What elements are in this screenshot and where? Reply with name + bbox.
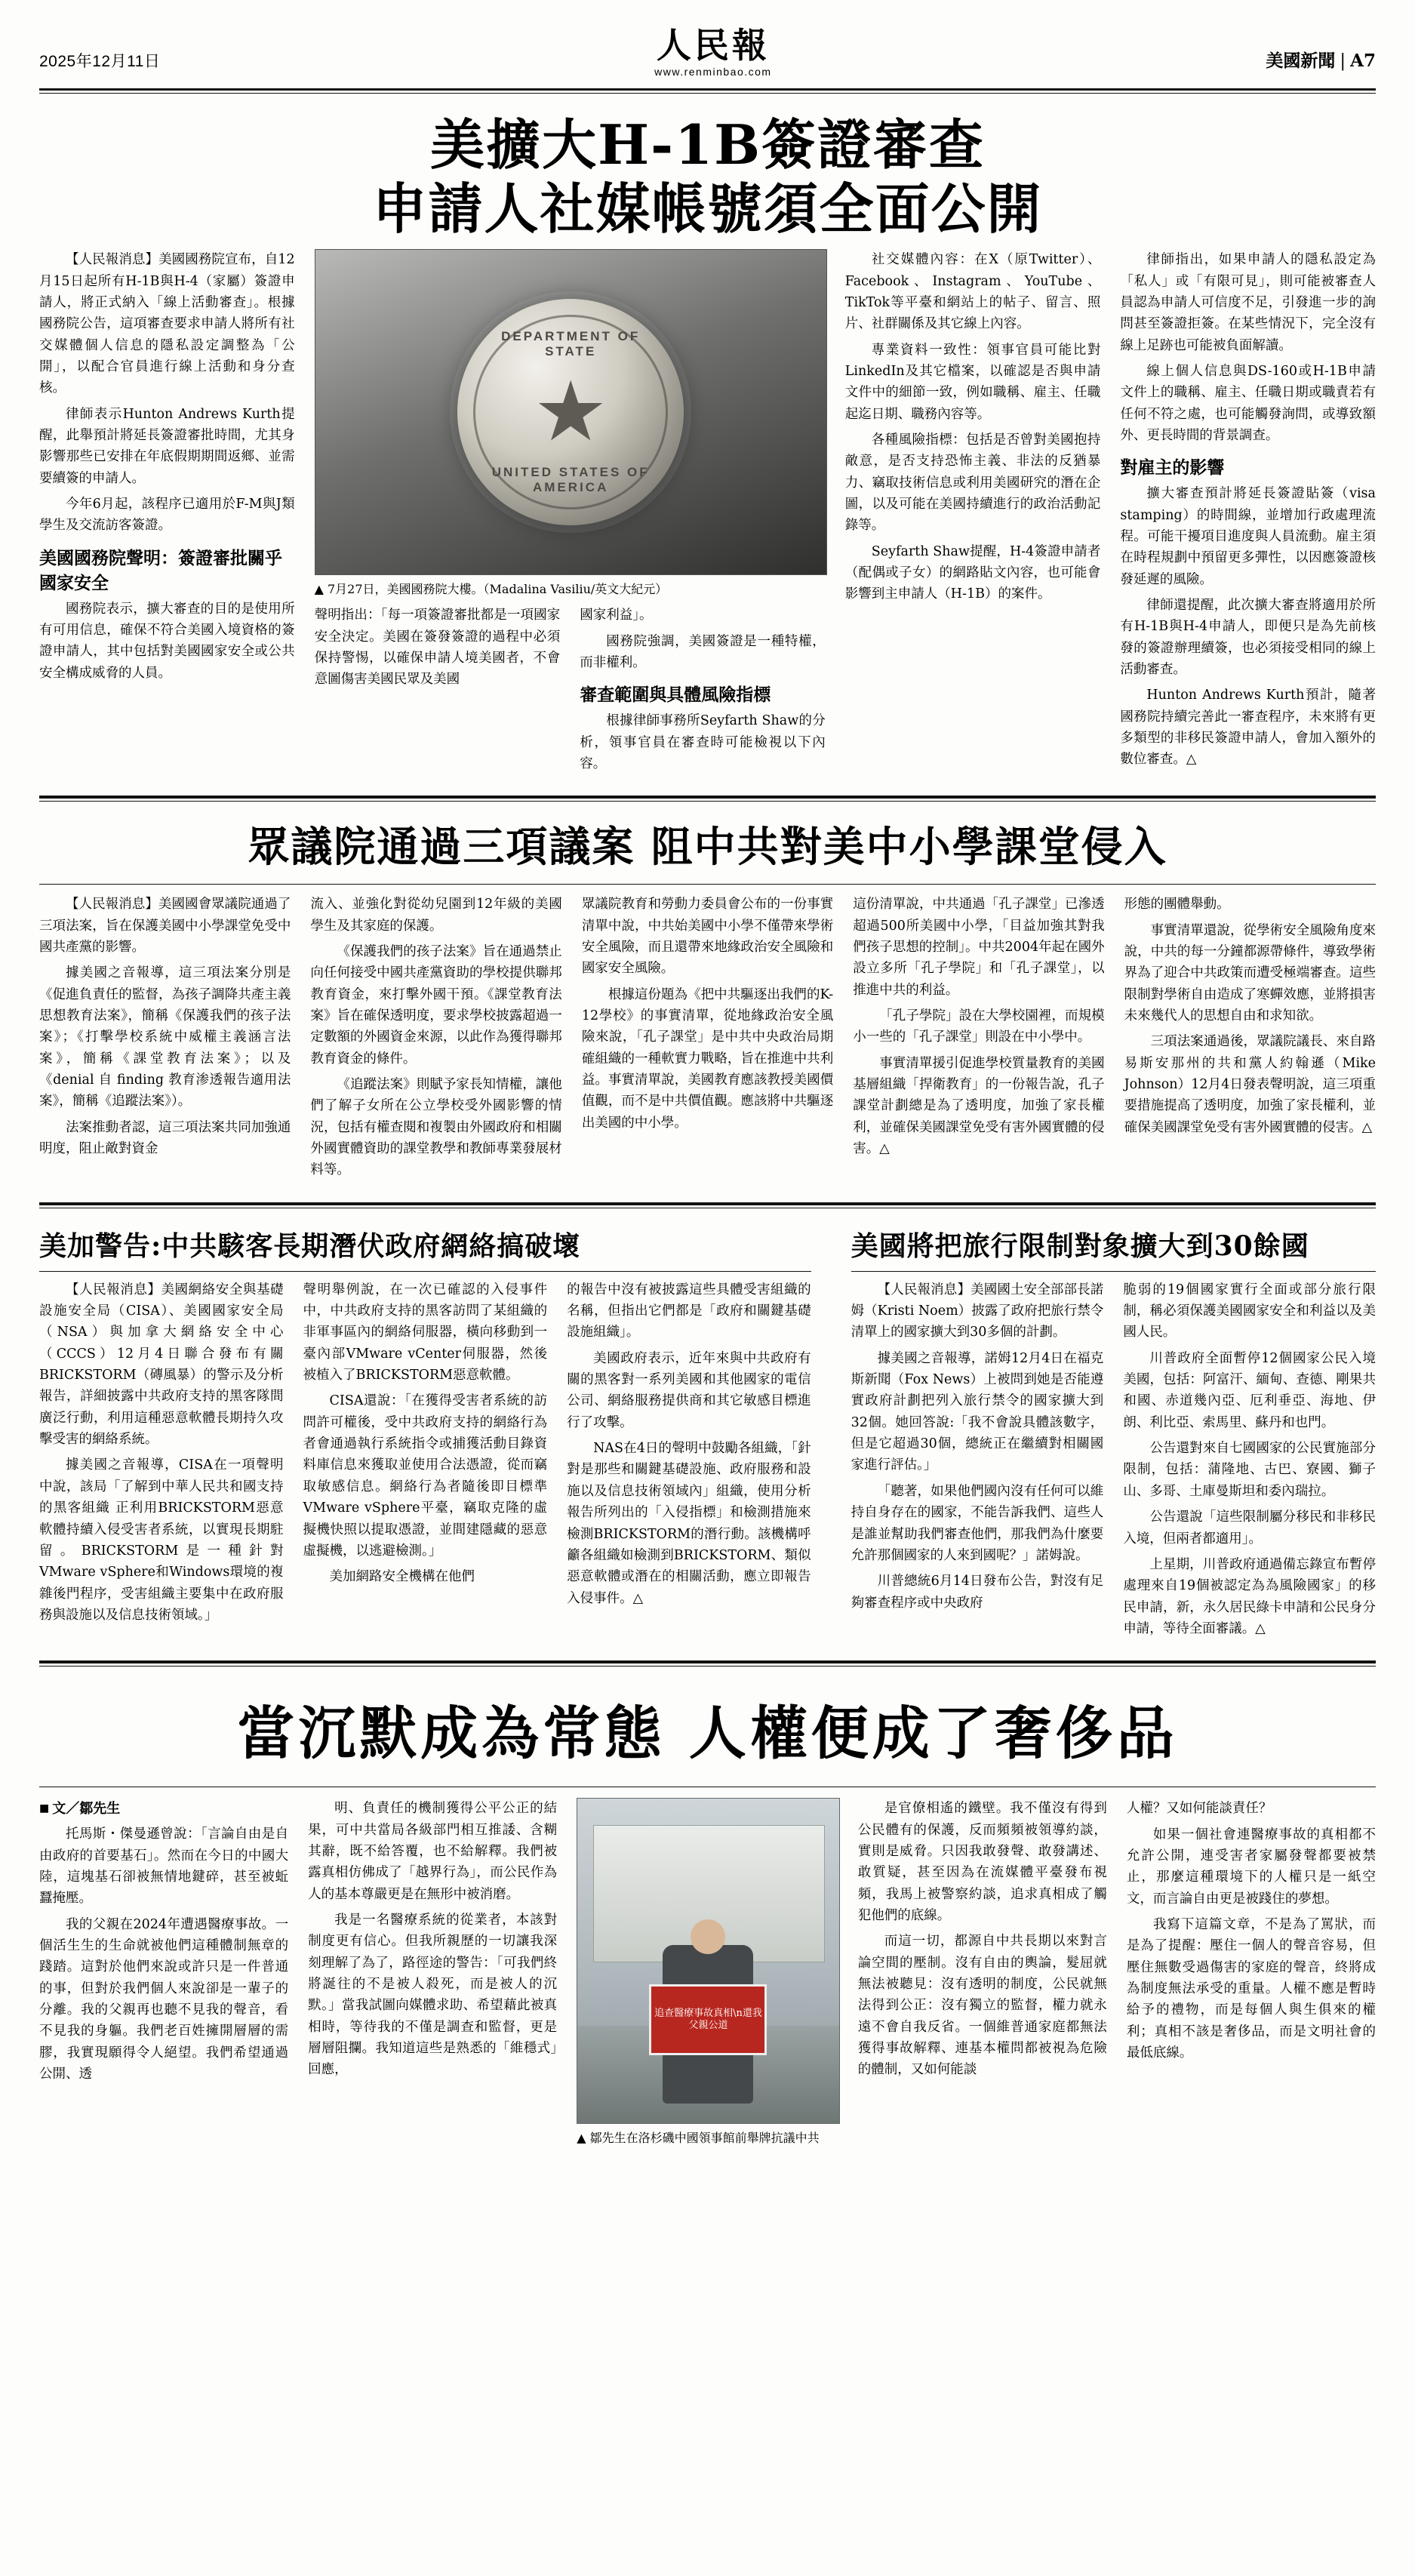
section-rule-thick-3 [39,1660,1376,1663]
article-house-bills-col5 [1124,894,1376,1143]
paragraph: 【人民報消息】美國國會眾議院通過了三項法案，旨在保護美國中小學課堂免受中國共產黨的影響。 [39,897,291,955]
paragraph: 聲明舉例說，在一次已確認的入侵事件中，中共政府支持的黑客訪問了某組織的非軍事區內的網絡伺服器，橫向移動到一臺內部VMware vCenter伺服器，然後被植入了BRICKSTORM惡意軟體。 [303,1282,548,1383]
paragraph: 《保護我們的孩子法案》旨在通過禁止向任何接受中國共產黨資助的學校提供聯邦教育資金，來打擊外國干預。《課堂教育法案》旨在確保透明度，要求學校披露超過一定數額的外國資金來源，以此作為獲得聯邦教育資金的條件。 [310,943,562,1066]
article-brickstorm-col3 [567,1279,811,1614]
paragraph: 事實清單援引促進學校質量教育的美國基層組織「捍衛教育」的一份報告說，孔子課堂計劃總是為了透明度，加強了家長權利，並確保美國課堂免受有害外國實體的侵害。△ [853,1055,1105,1157]
subheading: 審查範圍與具體風險指標 [580,685,771,706]
paragraph: 公告還對來自七國國家的公民實施部分限制，包括：蒲隆地、古巴、寮國、獅子山、多哥、土庫曼斯坦和委內瑞拉。 [1123,1441,1376,1499]
photo-person [654,1945,762,2104]
paragraph: 【人民報消息】美國國務院宣布，自12月15日起所有H-1B與H-4（家屬）簽證申請人，將正式納入「線上活動審查」。根據國務院公告，這項審查要求申請人將所有社交媒體個人信息的隱私設定調整為「公開」，以配合官員進行線上活動和身分查核。 [39,252,295,396]
headline-underline [39,1271,811,1272]
photo-image [315,249,827,575]
publication-date: 2025年12月11日 [39,53,161,71]
section-rule-thick-2 [39,1202,1376,1205]
paragraph: 脆弱的19個國家實行全面或部分旅行限制，稱必須保護美國國家安全和利益以及美國人民。 [1123,1282,1376,1340]
feature-col2 [308,1798,557,2085]
article-h1b-col1 [39,249,295,688]
square-bullet-icon: ■ [39,1802,50,1815]
paragraph: 這份清單說，中共通過「孔子課堂」已滲透超過500所美國中小學，「目益加強其對我們孩子思想的控制」。中共2004年起在國外設立多所「孔子學院」和「孔子課堂」，以推進中共的利益。 [853,897,1105,998]
article-h1b-col2a [315,605,561,694]
paragraph: 我是一名醫療系統的從業者，本該對制度更有信心。但我所親歷的一切讓我深刻理解了為了，路徑途的警告：「可我們終將誕往的不是被人殺死，而是被人的沉默。」當我試圖向媒體求助、希望藉此被真相時，等待我的不僅是調查和監督，更是層層阻攔。我知道這些是熟悉的「維穩式」回應， [308,1912,558,2078]
paragraph: 托馬斯・傑曼遜曾說：「言論自由是自由政府的首要基石」。然而在今日的中國大陸，這塊基石卻被無情地鍵碎，甚至被蚯蠶掩壓。 [39,1827,289,1907]
masthead-logo [160,27,1266,78]
paragraph: 美國政府表示，近年來與中共政府有關的黑客對一系列美國和其他國家的電信公司、網絡服務提供商和其它敏感目標進行了攻擊。 [567,1350,811,1430]
paragraph: 線上個人信息與DS-160或H-1B申請文件上的職稱、雇主、任職日期或職責若有任何不符之處，也可能觸發詢問，或導致額外、更長時間的背景調查。 [1120,363,1376,443]
paragraph: 人權？又如何能談責任？ [1126,1801,1272,1817]
seal-ring [473,315,668,509]
photo-protest [577,1798,840,2124]
section-rule-thin [39,801,1376,802]
paragraph: 「聽著，如果他們國內沒有任何可以維持自身存在的國家，不能告訴我們、這些人是誰並幫助我們審查他們，那我們為什麼要允許那個國家的人來到國呢？」諾姆說。 [851,1483,1104,1563]
paragraph: 是官僚相遙的鐵壁。我不僅沒有得到公民體有的保護，反而頻頻被領導約談，實則是威脅。只因我敢發聲、敢發講述、敢質疑，甚至因為在流媒體平臺發布視頻，我馬上被警察約談，追求真相成了觸犯他們的底線。 [857,1801,1107,1923]
paragraph: 如果一個社會連醫療事故的真相都不允許公開，連受害者家屬發聲都要被禁止，那麼這種環境下的人權只是一紙空文，而言論自由更是被踐住的夢想。 [1126,1827,1376,1907]
paragraph: 根據這份題為《把中共驅逐出我們的K-12學校》的事實清單，從地緣政治安全風險來說，「孔子課堂」是中共中央政治局期確組織的一種軟實力戰略，旨在推進中共利益。事實清單說，美國教育應該教授美國價值觀，而不是中共價值觀。應該將中共驅逐出美國的中小學。 [581,986,834,1131]
section-and-page [1266,47,1376,78]
paragraph: 公告還說「這些限制屬分移民和非移民入境，但兩者都適用」。 [1123,1510,1376,1547]
paragraph: 眾議院教育和勞動力委員會公布的一份事實清單中說，中共始美國中小學不僅帶來學術安全風險，而且還帶來地緣政治安全風險和國家安全風險。 [581,897,834,977]
headline-underline [851,1271,1376,1272]
paragraph: 國家利益」。 [580,608,653,623]
paragraph: 三項法案通過後，眾議院議長、來自路易斯安那州的共和黨人約翰遜（Mike Johnson）12月4日發表聲明說，這三項重要措施提高了透明度，加強了家長權利，並確保美國課堂免受有害外國實體的侵害。△ [1124,1034,1377,1135]
masthead [39,27,1376,87]
paragraph: Seyfarth Shaw提醒，H-4簽證申請者（配偶或子女）的網路貼文內容，也可能會影響到主申請人（H-1B）的案件。 [844,543,1101,602]
article-house-bills [39,814,1376,1185]
article-house-bills-col2 [310,894,561,1185]
paragraph: 而這一切，都源自中共長期以來對言論空間的壓制。沒有自由的輿論，髮屈就無法被聽見：沒有透明的制度，公民就無法得到公正：沒有獨立的監督，權力就永遠不會自我反省。一個維普通家庭都無法獲得事故解釋、連基本權問都被視為危險的體制，又如何能談 [857,1934,1107,2078]
paragraph: 據美國之音報導，這三項法案分別是《促進負責任的監督，為孩子調降共產主義思想教育法案》，簡稱《保護我們的孩子法案》；《打擊學校系統中威權主義涵言法案》，簡稱《課堂教育法案》；以及《denial 自 finding 教育渗透報告適用法案》，簡稱《追蹤法案》）。 [39,965,291,1109]
section-name: 美國新聞 [1266,51,1336,72]
section-separator: | [1340,51,1346,72]
paragraph: NAS在4日的聲明中鼓勵各組織，「針對是那些和關鍵基礎設施、政府服務和設施以及信息技術領域內」組織，使用分析報告所列出的「入侵指標」和檢測措施來檢測BRICKSTORM的潛行動。該機構呼籲各組織如檢測到BRICKSTORM、類似惡意軟體或潛在的相關活動，應立即報告入侵事件。△ [567,1441,811,1606]
masthead-rule-thin [39,93,1376,94]
paragraph: 流入、並強化對從幼兒園到12年級的美國學生及其家庭的保護。 [310,897,562,934]
feature-col1 [39,1798,288,2089]
photo-state-department [315,249,826,599]
subheading: 對雇主的影響 [1120,457,1225,479]
protest-sign: 追查醫療事故真相\n還我父親公道 [649,1984,767,2055]
paragraph: 法案推動者認，這三項法案共同加強通明度，阻止敵對資金 [39,1119,291,1157]
paragraph: 美加網路安全機構在他們 [329,1569,475,1585]
paragraph: 律師指出，如果申請人的隱私設定為「私人」或「有限可見」，則可能被審查人員認為申請人可信度不足，引發進一步的詢問甚至簽證拒簽。在某些情況下，完全沒有線上足跡也可能被負面解讀。 [1120,252,1376,353]
article-h1b-col4 [1120,249,1376,775]
headline-underline [39,884,1376,885]
paragraph: 《追蹤法案》則賦予家長知情權，讓他們了解子女所在公立學校受外國影響的情況，包括有權查閱和複製由外國政府和相關外國實體資助的課堂教學和教師專業發展材料等。 [310,1077,562,1178]
paragraph: 據美國之音報導，諾姆12月4日在福克斯新聞（Fox News）上被問到她是否能遵實政府計劃把列入旅行禁令的國家擴大到32個。她回答說:「我不會說具體該數字，但是它超過30個，總統正在繼續對相關國家進行評估。」 [851,1350,1104,1473]
paper-title: 人民報 [656,25,770,66]
section-rule-thick [39,796,1376,799]
article-house-bills-col3 [582,894,833,1138]
article-house-bills-headline: 眾議院通過三項議案 阻中共對美中小學課堂侵入 [248,822,1167,872]
feature-col4 [1127,1798,1376,2068]
paragraph: 【人民報消息】美國國土安全部部長諾姆（Kristi Noem）披露了政府把旅行禁令清單上的國家擴大到30多個的計劃。 [851,1282,1104,1340]
feature-photo-col [577,1798,838,2150]
page-number: A7 [1350,51,1376,72]
article-house-bills-col4 [853,894,1104,1164]
paragraph: 今年6月起，該程序已適用於F-M與J類學生及交流訪客簽證。 [39,496,295,534]
paragraph: 國務院強調，美國簽證是一種特權，而非權利。 [580,633,826,670]
paragraph: CISA還說：「在獲得受害者系統的訪問許可權後，受中共政府支持的網絡行為者會通過執行系統指令或捕獲活動目錄資料庫信息來獲取並使用合法憑證，從而竊取敏感信息。網絡行為者隨後即目標準VMware vSphere平臺，竊取克隆的虛擬機快照以提取憑證，並間建隱藏的惡意虛擬機，以逃避檢測。」 [303,1393,548,1559]
paragraph: 社交媒體內容：在X（原Twitter）、Facebook、Instagram、YouTube、TikTok等平臺和網站上的帖子、留言、照片、社群關係及其它線上內容。 [844,252,1101,332]
paragraph: 「孔子學院」設在大學校園裡，而規模小一些的「孔子課堂」則設在中小學中。 [853,1008,1105,1045]
photo-caption: ▲ 鄒先生在洛杉磯中國領事館前舉牌抗議中共 [577,2131,820,2146]
article-feature-opinion [39,1688,1376,2150]
paragraph: 明、負責任的機制獲得公平公正的結果，可中共當局各級部門相互推諉、含糊其辭，既不給答覆，也不給解釋。我們被露真相仿佛成了「越界行為」，而公民作為人的基本尊嚴更是在無形中被消磨。 [308,1801,558,1902]
paragraph: 形態的團體舉動。 [1124,897,1230,913]
paper-url: www.renminbao.com [654,66,772,78]
article-travel-ban-headline: 美國將把旅行限制對象擴大到30餘國 [851,1230,1309,1262]
feature-headline: 當沉默成為常態 人權便成了奢侈品 [237,1700,1178,1768]
article-brickstorm-headline: 美加警告:中共駭客長期潛伏政府網絡搞破壞 [39,1230,581,1262]
paragraph: 上星期，川普政府通過備忘錄宣布暫停處理來自19個被認定為為風險國家」的移民申請，新，永久居民綠卡申請和公民身分申請，等待全面審議。△ [1123,1556,1376,1636]
paragraph: 專業資料一致性：領事官員可能比對LinkedIn及其它檔案，以確認是否與申請文件中的細節一致，例如職稱、雇主、任職起迄日期、職務內容等。 [844,342,1101,422]
paragraph: 律師表示Hunton Andrews Kurth提醒，此舉預計將延長簽證審批時間，尤其身影響那些已安排在年底假期期間返鄉、並需要續簽的申請人。 [39,406,295,486]
article-h1b-col2 [315,249,826,779]
paragraph: 律師還提醒，此次擴大審查將適用於所有H-1B與H-4申請人，即便只是為先前核發的簽證辦理續簽，也必須接受相同的線上活動審查。 [1120,598,1376,678]
article-travel-ban-col2 [1123,1279,1376,1645]
paragraph: 【人民報消息】美國網絡安全與基礎設施安全局（CISA）、美國國家安全局（NSA）與加拿大網絡安全中心（CCCS）12月4日聯合發布有關BRICKSTORM（磚風暴）的警示及分析報告，詳細披露中共政府支持的黑客隊間廣泛行動，利用這種惡意軟體長期持久攻擊受害的網絡系統。 [39,1282,284,1448]
article-travel-ban [851,1216,1376,1645]
paragraph: 聲明指出：「每一項簽證審批都是一項國家安全決定。美國在簽發簽證的過程中必須保持警惕，以確保申請人境美國者，不會意圖傷害美國民眾及美國 [314,608,561,688]
article-brickstorm [39,1216,811,1631]
masthead-rule-thick [39,88,1376,91]
paragraph: 各種風險指標：包括是否曾對美國抱持敵意，是否支持恐怖主義、非法的反猶暴力、竊取技術信息或利用美國研究的潛在企圖，以及可能在美國持續進行的政治活動記錄等。 [844,432,1101,534]
paragraph: 事實清單還說，從學術安全風險角度來說，中共的每一分鐘都源帶條件，導致學術界為了迎合中共政策而遭受極端審查。這些限制對學術自由造成了寒蟬效應，並將損害未來幾代人的思想自由和求知欲。 [1124,922,1377,1023]
article-h1b-col2b [580,605,826,779]
paragraph: 據美國之音報導，CISA在一項聲明中說，該局「了解到中華人民共和國支持的黑客組織 正利用BRICKSTORM惡意軟體持續入侵受害者系統，以實現長期駐留。BRICKSTORM是一種針對VMware vSphere和Windows環境的複雜後門程序，受害組織主要集中在政府服務與設施以及信息技術領域。」 [39,1457,284,1623]
seal-text-top: DEPARTMENT OF STATE [501,329,641,359]
paragraph: 我寫下這篇文章，不是為了罵狀，而是為了提醒：壓住一個人的聲音容易，但壓住無數受過傷害的家庭的聲音，終將成為制度無法承受的重量。人權不應是暫時給予的禮物，而是每個人與生俱來的權利；真相不該是奢侈品，而是文明社會的最低底線。 [1126,1916,1376,2061]
paragraph: Hunton Andrews Kurth預計，隨著國務院持續完善此一審查程序，未來將有更多類型的非移民簽證申請人，會加入額外的數位審查。△ [1120,688,1376,768]
article-h1b-col3 [845,249,1101,610]
article-brickstorm-col2 [303,1279,548,1593]
article-house-bills-col1 [39,894,291,1164]
paragraph: 的報告中沒有被披露這些具體受害組織的名稱，但指出它們都是「政府和關鍵基礎設施組織」。 [567,1282,811,1340]
feature-col3 [858,1798,1107,2085]
paragraph: 川普政府全面暫停12個國家公民入境美國，包括：阿富汗、緬甸、查德、剛果共和國、赤道幾內亞、厄利垂亞、海地、伊朗、利比亞、索馬里、蘇丹和也門。 [1123,1350,1376,1430]
article-h1b-headline: 美擴大H-1B簽證審查 申請人社媒帳號須全面公開 [372,112,1043,242]
paragraph: 川普總統6月14日發布公告，對沒有足夠審查程序或中央政府 [851,1574,1104,1611]
section-rule-thin-3 [39,1666,1376,1667]
paragraph: 根據律師事務所Seyfarth Shaw的分析，領事官員在審查時可能檢視以下內容。 [580,713,826,771]
article-travel-ban-col1 [851,1279,1104,1618]
state-department-seal [457,299,684,525]
article-brickstorm-col1 [39,1279,284,1631]
photo-caption: ▲ 7月27日，美國國務院大樓。（Madalina Vasiliu/英文大紀元） [314,582,668,597]
article-h1b [39,113,1376,779]
photo-person-head [691,1919,725,1954]
paragraph: 我的父親在2024年遭遇醫療事故。一個活生生的生命就被他們這種體制無章的踐踏。這對於他們來說或許只是一件普通的事，但對於我們個人來說卻是一輩子的分離。我的父親再也聽不見我的聲音，看不見我的身軀。我們老百姓擁開層層的需膠，我實現願得令人絕望。我們希望通過公開、透 [39,1916,289,2082]
seal-text-bottom: UNITED STATES OF AMERICA [491,465,650,495]
eagle-icon: ★ [533,366,608,459]
byline: ■ 文／鄒先生 [39,1801,121,1817]
paragraph: 擴大審查預計將延長簽證貼簽（visa stamping）的時間線，並增加行政處理流程。可能干擾項目進度與人員流動。雇主須在時程規劃中預留更多彈性，以因應簽證核發延遲的風險。 [1120,486,1376,587]
paragraph: 國務院表示，擴大審查的目的是使用所有可用信息，確保不符合美國入境資格的簽證申請人，其中包括對美國國家安全或公共安全構成威脅的人員。 [39,601,295,681]
subheading: 美國國務院聲明：簽證審批關乎國家安全 [39,547,282,593]
